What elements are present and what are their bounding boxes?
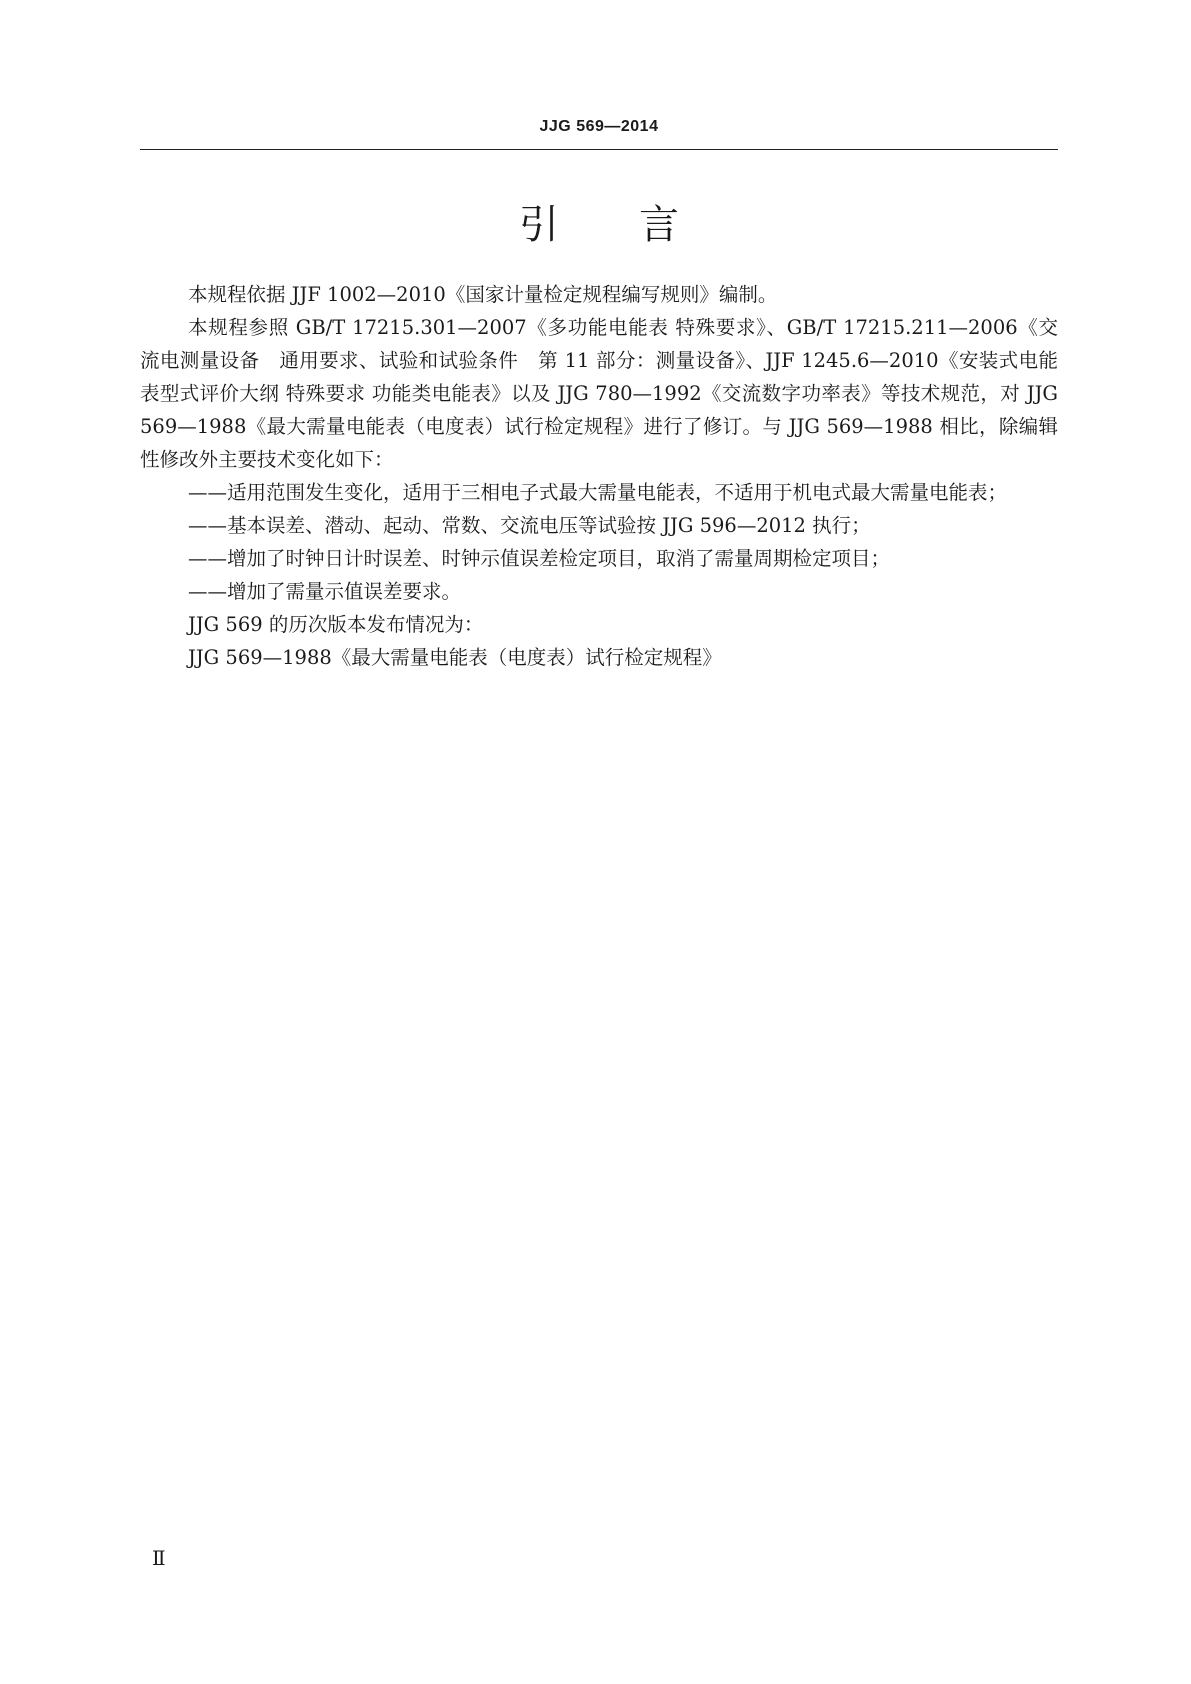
paragraph-references: 本规程参照 GB/T 17215.301—2007《多功能电能表 特殊要求》、GB/T 17215.211—2006《交流电测量设备 通用要求、试验和试验条件 第 11 部分：测量设备》、JJF 1245.6—2010《安装式电能表型式评价大纲 特殊要求 功能类电能表》以及 JJG 780—1992《交流数字功率表》等技术规范，对 JJG 569—1988《最大需量电能表（电度表）试行检定规程》进行了修订。与 JJG 569—1988 相比，除编辑性修改外主要技术变化如下： (140, 316, 1058, 471)
paragraph-history-item: JJG 569—1988《最大需量电能表（电度表）试行检定规程》 (188, 646, 722, 669)
title-char-1: 引 (519, 202, 559, 248)
paragraph-change-scope: ——适用范围发生变化，适用于三相电子式最大需量电能表，不适用于机电式最大需量电能表； (188, 481, 1008, 504)
header-divider (140, 149, 1058, 150)
running-header: JJG 569—2014 (539, 118, 659, 135)
page-title (140, 193, 1058, 250)
foreword-body (140, 278, 1058, 674)
paragraph-change-tests: ——基本误差、潜动、起动、常数、交流电压等试验按 JJG 596—2012 执行； (188, 514, 871, 537)
paragraph-basis: 本规程依据 JJF 1002—2010《国家计量检定规程编写规则》编制。 (188, 283, 778, 306)
title-char-2: 言 (639, 202, 679, 248)
paragraph-change-demand: ——增加了需量示值误差要求。 (188, 580, 462, 603)
page-number: Ⅱ (152, 1546, 166, 1570)
paragraph-change-clock: ——增加了时钟日计时误差、时钟示值误差检定项目，取消了需量周期检定项目； (188, 547, 891, 570)
paragraph-history-intro: JJG 569 的历次版本发布情况为： (188, 613, 484, 636)
